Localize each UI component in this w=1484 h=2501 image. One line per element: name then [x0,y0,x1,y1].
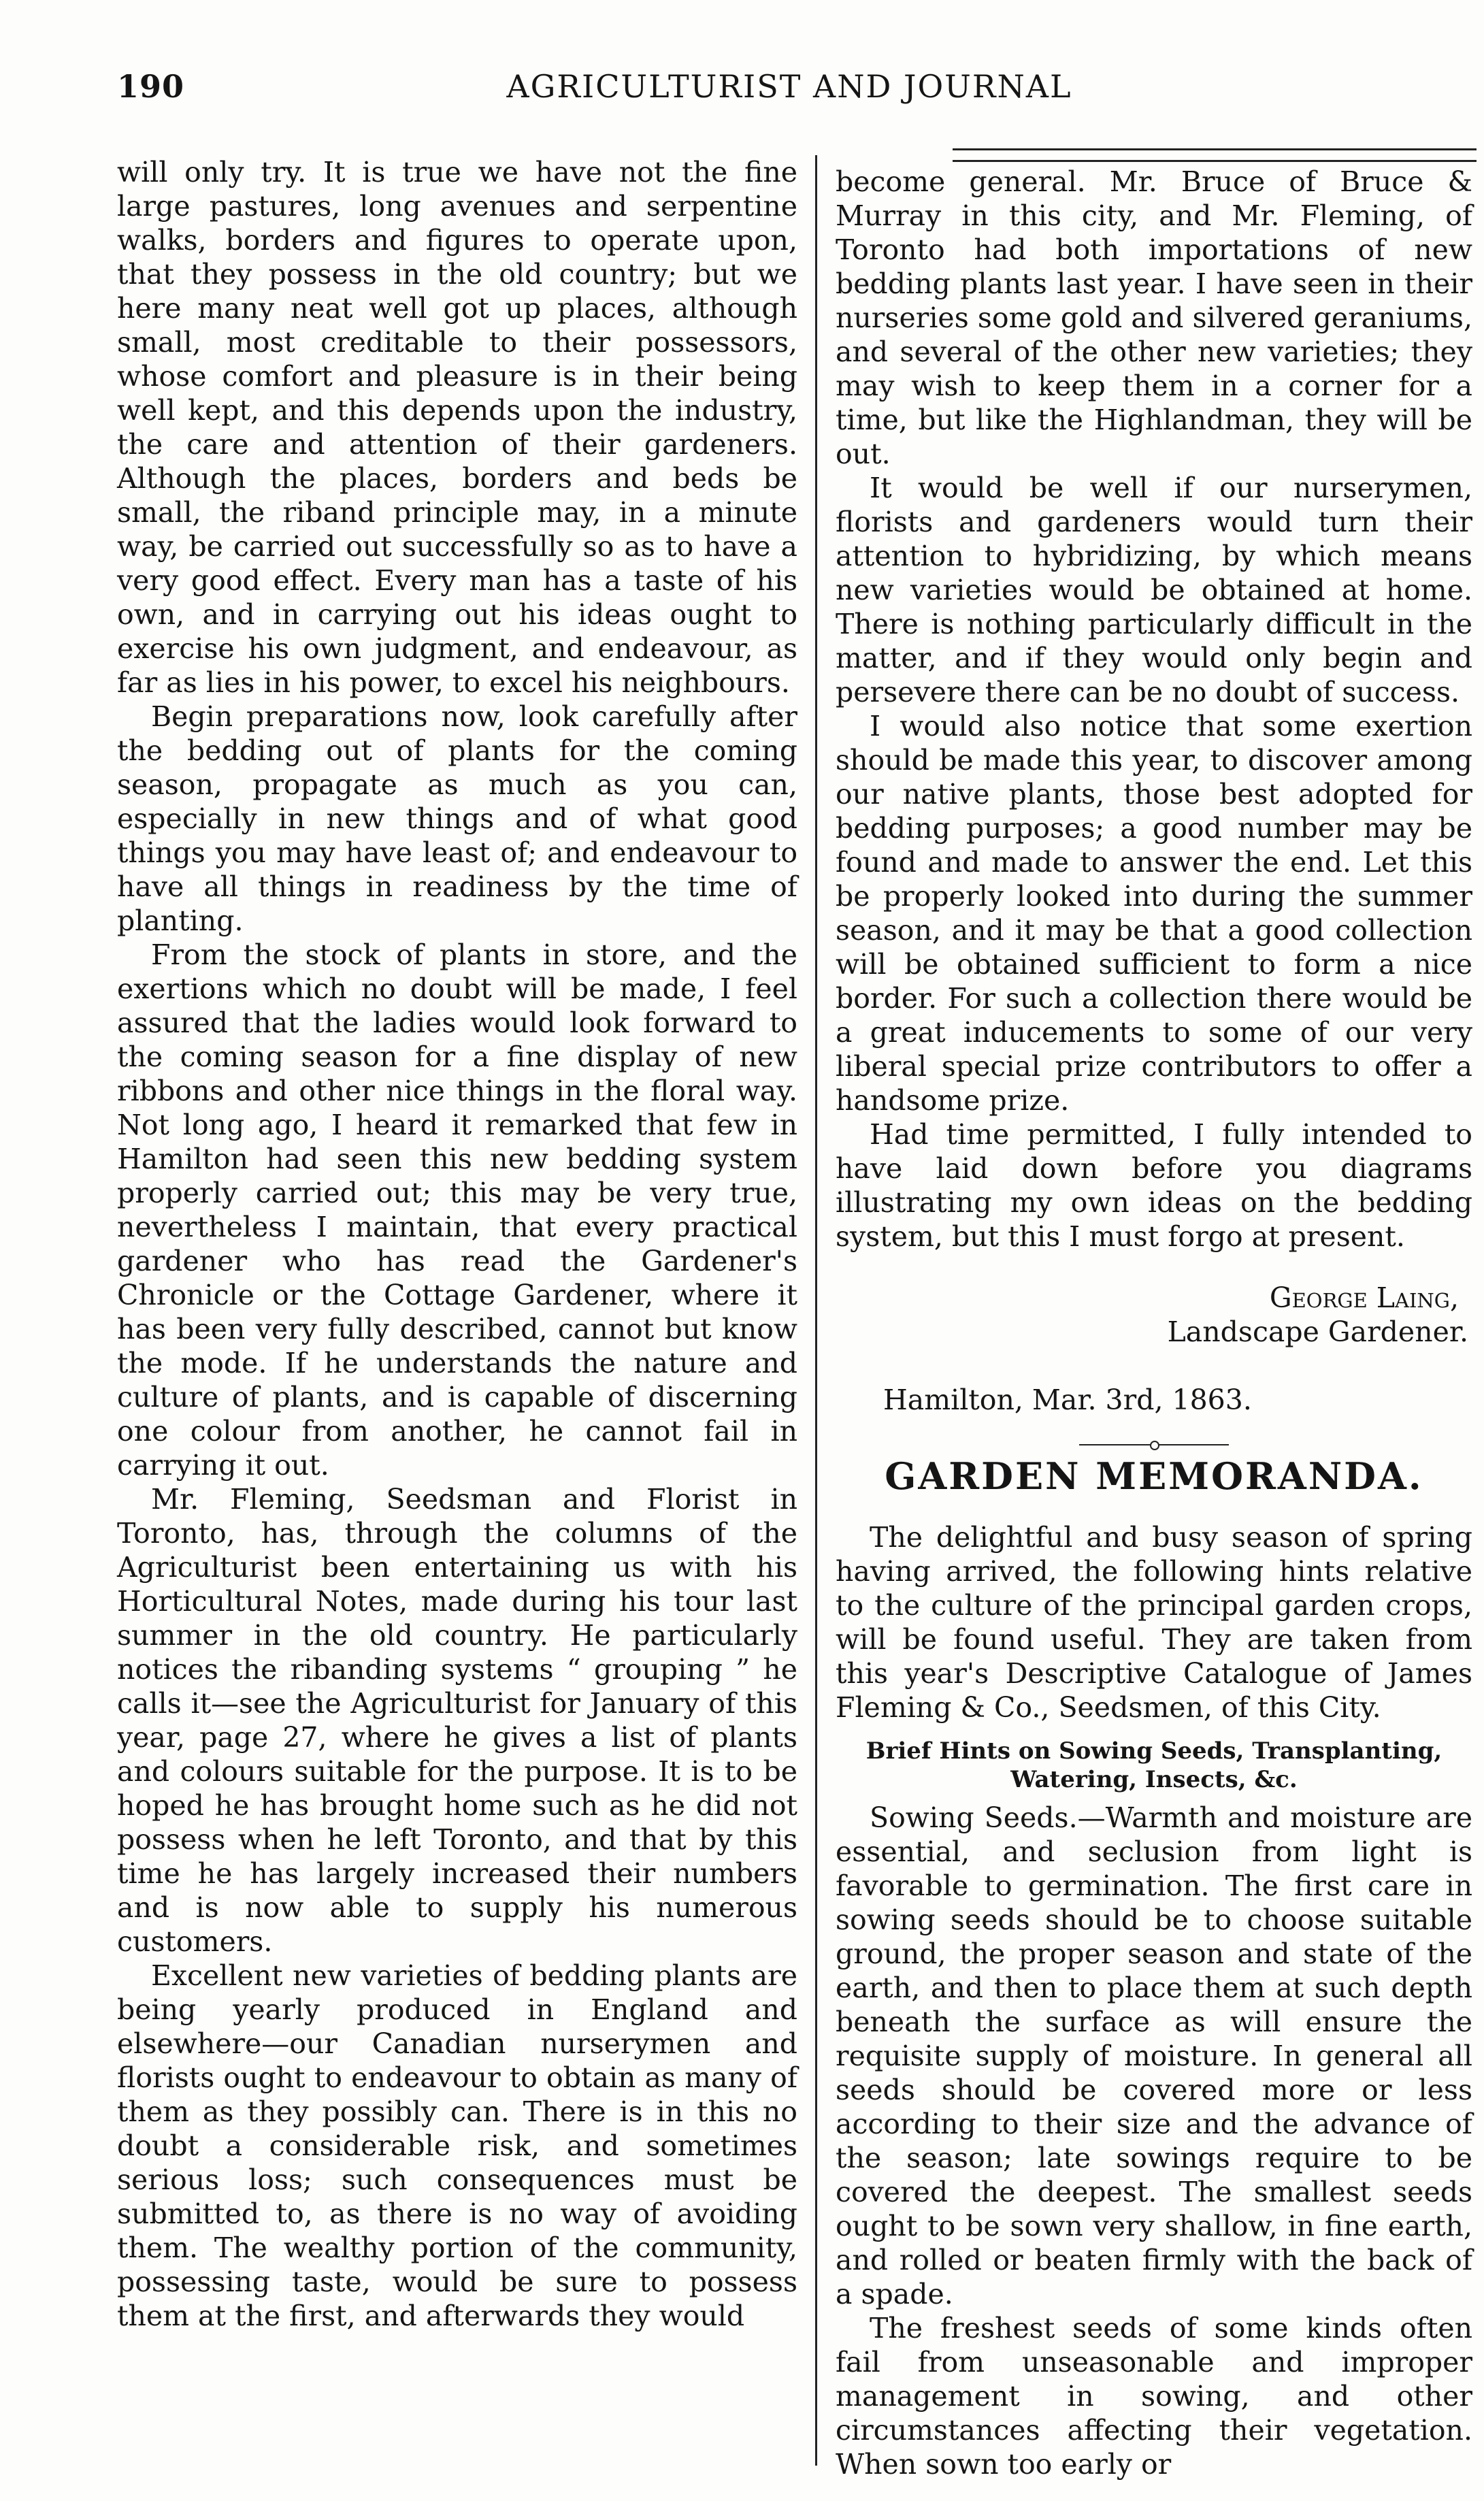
paragraph: Sowing Seeds.—Warmth and moisture are essential, and seclusion from light is favorable to germination. The first care in sowing seeds should be to choose suitable ground, the proper season and state of the earth, and then to place them at such depth beneath the surface as will ensure the requisite supply of moisture. In general all seeds should be covered more or less according to their size and the advance of the season; late sowings require to be covered the deepest. The smallest seeds ought to be sown very shallow, in fine earth, and rolled or beaten firmly with the back of a spade. [836,1801,1472,2310]
running-title: AGRICULTURIST AND JOURNAL [506,68,1072,105]
dateline: Hamilton, Mar. 3rd, 1863. [883,1384,1252,1416]
page-number: 190 [117,68,185,105]
double-rule [953,148,1477,162]
page-header [0,68,1484,122]
signature-name: George Laing, [1269,1281,1459,1314]
paragraph: Begin preparations now, look carefully after the bedding out of plants for the coming season, propagate as much as you can, especially in new things and of what good things you may have least of; and endeavour to have all things in readiness by the time of planting. [117,700,797,937]
paragraph: become general. Mr. Bruce of Bruce & Murray in this city, and Mr. Fleming, of Toronto had both importations of new bedding plants last year. I have seen in their nurseries some gold and silvered geraniums, and several of the other new varieties; they may wish to keep them in a corner for a time, but like the Highlandman, they will be out. [836,165,1472,470]
subheading: Brief Hints on Sowing Seeds, Transplanting, Watering, Insects, &c. [865,1737,1442,1793]
right-column [817,148,1477,2481]
paragraph: From the stock of plants in store, and the exertions which no doubt will be made, I feel assured that the ladies would look forward to the coming season for a fine display of new ribbons and other nice things in the floral way. Not long ago, I heard it remarked that few in Hamilton had seen this new bedding system properly carried out; this may be very true, nevertheless I maintain, that every practical gardener who has read the Gardener's Chronicle or the Cottage Gardener, where it has been very fully described, cannot but know the mode. If he understands the nature and culture of plants, and is capable of discerning one colour from another, he cannot fail in carrying it out. [117,938,797,1482]
paragraph: Excellent new varieties of bedding plants are being yearly produced in England and elsewhere—our Canadian nurserymen and florists ought to endeavour to obtain as many of them as they possibly can. There is in this no doubt a considerable risk, and sometimes serious loss; such consequences must be submitted to, as there is no way of avoiding them. The wealthy portion of the community, possessing taste, would be sure to possess them at the first, and afterwards they would [117,1959,797,2332]
paragraph: Had time permitted, I fully intended to have laid down before you diagrams illustrating my own ideas on the bedding system, but this I must forgo at present. [836,1118,1472,1253]
paragraph: It would be well if our nurserymen, florists and gardeners would turn their attention to hybridizing, by which means new varieties would be obtained at home. There is nothing particularly difficult in the matter, and if they would only begin and persevere there can be no doubt of success. [836,472,1472,708]
section-ornament [1079,1444,1229,1445]
paragraph: will only try. It is true we have not the fine large pastures, long avenues and serpentine walks, borders and figures to operate upon, that they possess in the old country; but we here many neat well got up places, although small, most creditable to their possessors, whose comfort and pleasure is in their being well kept, and this depends upon the industry, the care and attention of their gardeners. Although the places, borders and beds be small, the riband principle may, in a minute way, be carried out successfully so as to have a very good effect. Every man has a taste of his own, and in carrying out his ideas ought to exercise his own judgment, and endeavour, as far as lies in his power, to excel his neighbours. [117,156,797,699]
paragraph: I would also notice that some exertion should be made this year, to discover among our native plants, those best adopted for bedding purposes; a good number may be found and made to answer the end. Let this be properly looked into during the summer season, and it may be that a good collection will be obtained sufficient to form a nice border. For such a collection there would be a great inducements to some of our very liberal special prize contributors to offer a handsome prize. [836,710,1472,1117]
section-intro: The delightful and busy season of spring having arrived, the following hints relative to the culture of the principal garden crops, will be found useful. They are taken from this year's Descriptive Catalogue of James Fleming & Co., Seedsmen, of this City. [836,1521,1472,1724]
paragraph: The freshest seeds of some kinds often fail from unseasonable and improper management in sowing, and other circumstances affecting their vegetation. When sown too early or [836,2312,1472,2481]
section-title: GARDEN MEMORANDA. [885,1454,1423,1498]
paragraph: Mr. Fleming, Seedsman and Florist in Toronto, has, through the columns of the Agriculturist been entertaining us with his Horticultural Notes, made during his tour last summer in the old country. He particularly notices the ribanding systems “ grouping ” he calls it—see the Agriculturist for January of this year, page 27, where he gives a list of plants and colours suitable for the purpose. It is to be hoped he has brought home such as he did not possess when he left Toronto, and that by this time he has largely increased their numbers and is now able to supply his numerous customers. [117,1483,797,1958]
left-column [117,155,797,2333]
signature-role: Landscape Gardener. [1167,1315,1468,1348]
